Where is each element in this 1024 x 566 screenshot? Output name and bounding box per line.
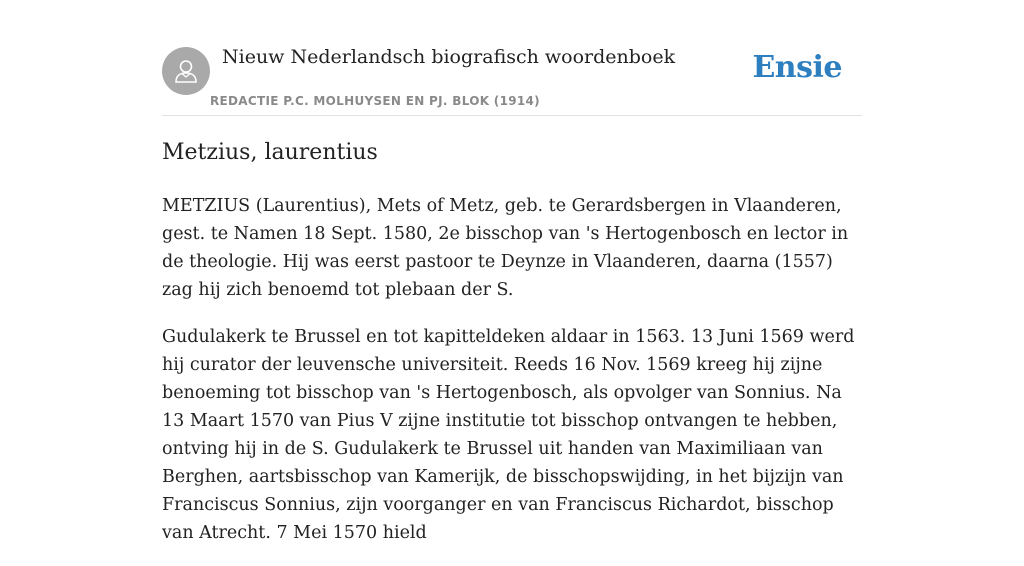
editors-line: REDACTIE P.C. MOLHUYSEN EN PJ. BLOK (1914) bbox=[210, 94, 540, 108]
content-column bbox=[162, 0, 862, 543]
header bbox=[162, 0, 862, 116]
book-title[interactable]: Nieuw Nederlandsch biografisch woordenboek bbox=[222, 46, 676, 68]
user-outline-icon bbox=[172, 57, 200, 85]
ensie-logo[interactable]: Ensie bbox=[752, 50, 842, 85]
entry-paragraph: METZIUS (Laurentius), Mets of Metz, geb. te Gerardsbergen in Vlaanderen, gest. te Namen 18 Sept. 1580, 2e bisschop van 's Hertogenbosch en lector in de theologie. Hij was eerst pastoor te Deynze in Vlaanderen, daarna (1557) zag hij zich benoemd tot plebaan der S. bbox=[162, 196, 849, 300]
entry-body bbox=[162, 192, 862, 566]
entry-paragraph: Gudulakerk te Brussel en tot kapitteldeken aldaar in 1563. 13 Juni 1569 werd hij curator der leuvensche universiteit. Reeds 16 Nov. 1569 kreeg hij zijne benoeming tot bisschop van 's Hertogenbosch, als opvolger van Sonnius. Na 13 Maart 1570 van Pius V zijne institutie tot bisschop ontvangen te hebben, ontving hij in de S. Gudulakerk te Brussel uit handen van Maximiliaan van Berghen, aartsbisschop van Kamerijk, de bisschopswijding, in het bijzijn van Franciscus Sonnius, zijn voorganger en van Franciscus Richardot, bisschop van Atrecht. 7 Mei 1570 hield bbox=[162, 327, 855, 543]
avatar[interactable] bbox=[162, 47, 210, 95]
entry-title: Metzius, laurentius bbox=[162, 140, 378, 165]
